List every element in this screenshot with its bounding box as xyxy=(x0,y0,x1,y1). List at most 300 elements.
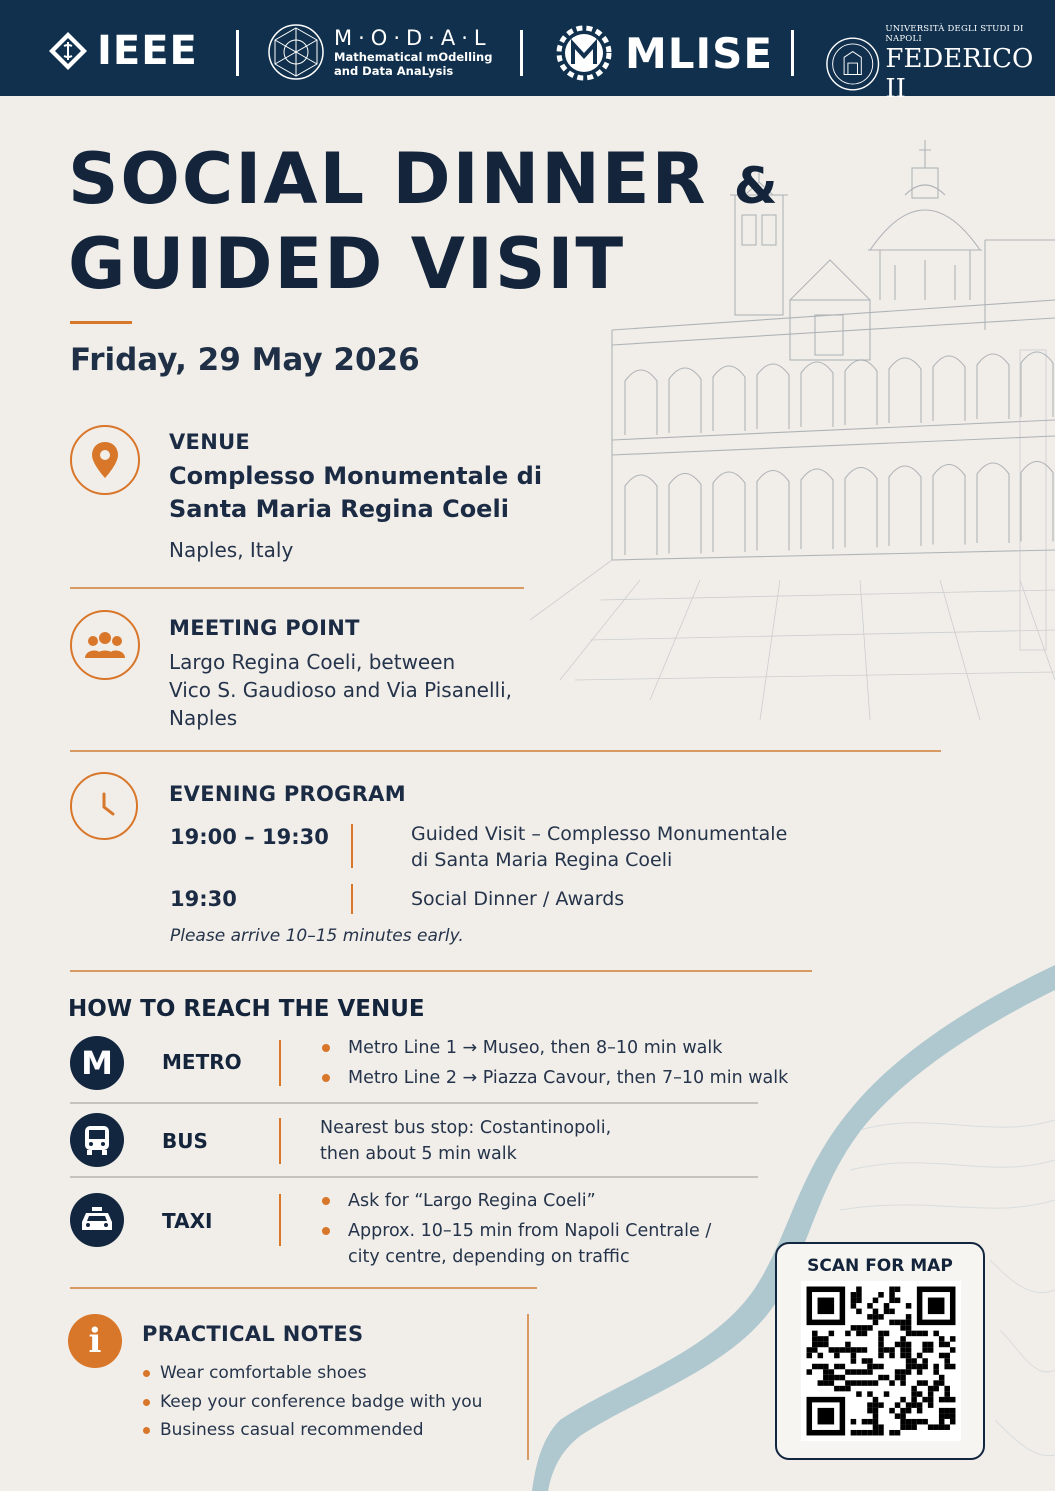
ieee-diamond-icon xyxy=(47,30,89,72)
qr-module xyxy=(928,1402,934,1408)
program-desc-1-line-2: di Santa Maria Regina Coeli xyxy=(411,849,673,871)
qr-code-image xyxy=(801,1281,961,1441)
program-divider xyxy=(351,884,353,914)
qr-module xyxy=(900,1419,906,1425)
qr-module xyxy=(867,1364,873,1370)
qr-module xyxy=(944,1424,950,1430)
qr-module xyxy=(834,1347,840,1353)
arch-sketch xyxy=(889,358,921,423)
qr-module xyxy=(878,1375,884,1381)
qr-module xyxy=(950,1364,956,1370)
arch-sketch xyxy=(713,472,745,552)
arrival-note: Please arrive 10–15 minutes early. xyxy=(170,926,464,946)
qr-module xyxy=(873,1413,879,1419)
arch-sketch xyxy=(625,370,657,435)
qr-module xyxy=(840,1364,846,1370)
qr-module xyxy=(807,1347,813,1353)
bullet-dot xyxy=(143,1399,150,1406)
program-desc-2: Social Dinner / Awards xyxy=(411,888,625,910)
qr-module xyxy=(856,1380,862,1386)
qr-module xyxy=(823,1336,829,1342)
note-item: Business casual recommended xyxy=(160,1420,424,1440)
qr-module xyxy=(906,1353,912,1359)
qr-module xyxy=(906,1347,912,1353)
bullet-dot xyxy=(322,1197,330,1205)
program-desc-1-line-1: Guided Visit – Complesso Monumentale xyxy=(411,823,788,845)
qr-module xyxy=(900,1424,906,1430)
mlise-logo[interactable] xyxy=(553,22,773,84)
modal-wordmark: M·O·D·A·L xyxy=(334,26,492,50)
arch-sketch xyxy=(757,364,789,429)
qr-module xyxy=(922,1397,928,1403)
qr-module xyxy=(807,1369,813,1375)
qr-module xyxy=(911,1419,917,1425)
qr-module xyxy=(889,1298,895,1304)
qr-module xyxy=(922,1331,928,1337)
federico-wordmark: FEDERICO II xyxy=(885,44,1034,104)
arch-sketch xyxy=(889,466,921,546)
taxi-glyph-icon xyxy=(80,1205,114,1235)
modal-subtitle-1: Mathematical mOdelling xyxy=(334,50,493,64)
modal-subtitle-2: and Data AnaLysis xyxy=(334,64,454,78)
qr-module xyxy=(818,1364,824,1370)
qr-module xyxy=(928,1386,934,1392)
qr-module xyxy=(834,1353,840,1359)
qr-module xyxy=(889,1320,895,1326)
qr-module xyxy=(878,1292,884,1298)
qr-module xyxy=(889,1309,895,1315)
qr-module xyxy=(856,1430,862,1436)
qr-module xyxy=(856,1391,862,1397)
divider xyxy=(70,970,812,972)
qr-module xyxy=(889,1353,895,1359)
qr-module xyxy=(873,1380,879,1386)
ieee-logo[interactable] xyxy=(47,28,198,74)
qr-module xyxy=(851,1380,857,1386)
qr-module xyxy=(878,1430,884,1436)
qr-module xyxy=(889,1430,895,1436)
venue-city: Naples, Italy xyxy=(169,538,294,562)
qr-module xyxy=(873,1309,879,1315)
arch-sketch xyxy=(845,360,877,425)
arch-sketch xyxy=(669,474,701,554)
qr-module xyxy=(851,1353,857,1359)
qr-module xyxy=(812,1342,818,1348)
federico-small-text: UNIVERSITÀ DEGLI STUDI DI NAPOLI xyxy=(885,24,1024,44)
qr-module xyxy=(895,1430,901,1436)
qr-module xyxy=(873,1419,879,1425)
qr-module xyxy=(895,1402,901,1408)
program-icon-badge xyxy=(70,772,138,840)
qr-module xyxy=(917,1331,923,1337)
metro-icon xyxy=(70,1036,124,1090)
qr-module xyxy=(851,1325,857,1331)
qr-module xyxy=(911,1402,917,1408)
qr-module xyxy=(856,1331,862,1337)
federico-logo[interactable] xyxy=(825,24,1055,104)
qr-module xyxy=(906,1364,912,1370)
qr-module xyxy=(906,1424,912,1430)
qr-module xyxy=(950,1397,956,1403)
qr-module xyxy=(867,1358,873,1364)
qr-module xyxy=(878,1347,884,1353)
qr-module xyxy=(812,1347,818,1353)
taxi-icon xyxy=(70,1193,124,1247)
group-icon xyxy=(85,630,125,660)
qr-module xyxy=(873,1364,879,1370)
note-item: Wear comfortable shoes xyxy=(160,1363,367,1383)
qr-module xyxy=(818,1380,824,1386)
qr-module xyxy=(873,1320,879,1326)
qr-module xyxy=(950,1336,956,1342)
qr-module xyxy=(818,1336,824,1342)
qr-module xyxy=(933,1386,939,1392)
qr-module xyxy=(845,1369,851,1375)
qr-module xyxy=(906,1314,912,1320)
arch-sketch xyxy=(713,366,745,431)
qr-module xyxy=(862,1331,868,1337)
meeting-icon-badge xyxy=(70,610,140,680)
qr-module xyxy=(900,1408,906,1414)
taxi-line-2b: city centre, depending on traffic xyxy=(348,1247,630,1267)
qr-module xyxy=(944,1364,950,1370)
qr-module xyxy=(939,1353,945,1359)
arch-sketch xyxy=(933,465,965,545)
qr-module xyxy=(840,1375,846,1381)
bullet-dot xyxy=(143,1370,150,1377)
event-date: Friday, 29 May 2026 xyxy=(70,342,420,378)
qr-module xyxy=(856,1347,862,1353)
arch-sketch xyxy=(845,468,877,548)
qr-module xyxy=(873,1314,879,1320)
arch-sketch xyxy=(669,368,701,433)
qr-module xyxy=(851,1430,857,1436)
qr-module xyxy=(851,1303,857,1309)
qr-module xyxy=(939,1397,945,1403)
qr-module xyxy=(906,1402,912,1408)
qr-module xyxy=(911,1331,917,1337)
qr-module xyxy=(928,1424,934,1430)
qr-module xyxy=(911,1386,917,1392)
qr-module xyxy=(895,1413,901,1419)
bus-text xyxy=(320,1115,611,1167)
qr-module xyxy=(900,1347,906,1353)
ieee-wordmark: IEEE xyxy=(97,28,198,74)
qr-module xyxy=(922,1419,928,1425)
arch-sketch xyxy=(801,469,833,549)
arch-sketch xyxy=(977,463,1009,543)
qr-module xyxy=(939,1408,945,1414)
venue-icon-badge xyxy=(70,425,140,495)
qr-module xyxy=(917,1364,923,1370)
taxi-line-2a: Approx. 10–15 min from Napoli Centrale / xyxy=(348,1221,712,1241)
title-ampersand: & xyxy=(733,157,780,215)
qr-module xyxy=(873,1430,879,1436)
mlise-gear-icon xyxy=(553,22,615,84)
qr-module xyxy=(933,1369,939,1375)
page-title xyxy=(68,140,780,303)
qr-module xyxy=(928,1391,934,1397)
qr-module xyxy=(834,1364,840,1370)
modal-logo[interactable] xyxy=(266,22,492,82)
qr-module xyxy=(917,1391,923,1397)
qr-module xyxy=(950,1347,956,1353)
qr-module xyxy=(933,1331,939,1337)
qr-module xyxy=(845,1380,851,1386)
qr-module xyxy=(939,1380,945,1386)
bus-line-2: then about 5 min walk xyxy=(320,1144,517,1164)
qr-module xyxy=(906,1342,912,1348)
bus-line-1: Nearest bus stop: Costantinopoli, xyxy=(320,1118,612,1138)
qr-module xyxy=(884,1347,890,1353)
qr-module xyxy=(944,1391,950,1397)
divider xyxy=(70,1102,758,1104)
qr-module xyxy=(818,1342,824,1348)
bullet-dot xyxy=(322,1044,330,1052)
qr-module xyxy=(933,1424,939,1430)
title-line-2: GUIDED VISIT xyxy=(68,223,626,305)
qr-module xyxy=(851,1292,857,1298)
qr-module xyxy=(922,1347,928,1353)
header-divider xyxy=(236,30,239,76)
qr-module xyxy=(851,1347,857,1353)
reach-heading: HOW TO REACH THE VENUE xyxy=(68,996,425,1022)
qr-module xyxy=(834,1375,840,1381)
qr-code[interactable] xyxy=(801,1281,961,1441)
university-seal-icon xyxy=(825,35,880,93)
qr-module xyxy=(944,1353,950,1359)
qr-module xyxy=(823,1364,829,1370)
qr-module xyxy=(851,1369,857,1375)
info-icon-letter: i xyxy=(88,1321,102,1361)
qr-module xyxy=(944,1413,950,1419)
arch-sketch xyxy=(625,475,657,555)
qr-module xyxy=(917,1402,923,1408)
meeting-point-address xyxy=(169,648,512,732)
qr-module xyxy=(922,1358,928,1364)
taxi-line-2 xyxy=(348,1218,711,1270)
arch-sketch xyxy=(977,354,1009,419)
qr-module xyxy=(950,1413,956,1419)
qr-module xyxy=(917,1369,923,1375)
qr-module xyxy=(862,1380,868,1386)
qr-module xyxy=(829,1375,835,1381)
qr-module xyxy=(845,1347,851,1353)
qr-module xyxy=(889,1287,895,1293)
qr-module xyxy=(867,1419,873,1425)
qr-module xyxy=(867,1314,873,1320)
qr-module xyxy=(862,1325,868,1331)
qr-module xyxy=(922,1364,928,1370)
qr-module xyxy=(922,1380,928,1386)
qr-module xyxy=(917,1408,923,1414)
qr-module xyxy=(878,1402,884,1408)
qr-module xyxy=(884,1391,890,1397)
program-time-2: 19:30 xyxy=(170,887,237,911)
qr-module xyxy=(884,1303,890,1309)
qr-module xyxy=(878,1342,884,1348)
venue-name xyxy=(169,460,542,526)
program-divider xyxy=(351,824,353,868)
qr-module xyxy=(900,1397,906,1403)
header-divider xyxy=(791,30,794,76)
qr-module xyxy=(900,1375,906,1381)
taxi-label: TAXI xyxy=(162,1209,213,1233)
meeting-line-3: Naples xyxy=(169,706,238,730)
taxi-divider xyxy=(279,1194,281,1246)
qr-module xyxy=(867,1325,873,1331)
qr-module xyxy=(906,1369,912,1375)
qr-module xyxy=(851,1298,857,1304)
qr-module xyxy=(895,1320,901,1326)
qr-module xyxy=(900,1353,906,1359)
metro-line-2: Metro Line 2 → Piazza Cavour, then 7–10 min walk xyxy=(348,1068,789,1088)
qr-module xyxy=(944,1342,950,1348)
qr-module xyxy=(939,1336,945,1342)
qr-module xyxy=(867,1380,873,1386)
mlise-wordmark: MLISE xyxy=(625,28,774,78)
qr-module xyxy=(922,1342,928,1348)
practical-notes-label: PRACTICAL NOTES xyxy=(142,1322,364,1346)
qr-module xyxy=(928,1347,934,1353)
qr-module xyxy=(873,1424,879,1430)
qr-module xyxy=(900,1413,906,1419)
info-icon xyxy=(68,1314,122,1368)
qr-module xyxy=(812,1331,818,1337)
qr-module xyxy=(933,1380,939,1386)
qr-module xyxy=(906,1325,912,1331)
qr-module xyxy=(900,1342,906,1348)
qr-module xyxy=(889,1347,895,1353)
qr-module xyxy=(867,1430,873,1436)
qr-module xyxy=(900,1336,906,1342)
qr-module xyxy=(845,1331,851,1337)
qr-module xyxy=(840,1386,846,1392)
qr-module xyxy=(900,1325,906,1331)
qr-module xyxy=(873,1402,879,1408)
taxi-line-1: Ask for “Largo Regina Coeli” xyxy=(348,1191,596,1211)
qr-module xyxy=(950,1419,956,1425)
bus-glyph-icon xyxy=(82,1124,112,1156)
meeting-point-label: MEETING POINT xyxy=(169,616,360,640)
qr-module xyxy=(895,1375,901,1381)
qr-module xyxy=(856,1298,862,1304)
qr-label: SCAN FOR MAP xyxy=(807,1256,953,1276)
qr-module xyxy=(823,1380,829,1386)
qr-module xyxy=(845,1342,851,1348)
qr-module xyxy=(889,1380,895,1386)
qr-module xyxy=(884,1375,890,1381)
program-time-1: 19:00 – 19:30 xyxy=(170,825,329,849)
qr-module xyxy=(878,1424,884,1430)
meeting-line-2: Vico S. Gaudioso and Via Pisanelli, xyxy=(169,678,512,702)
qr-module xyxy=(889,1292,895,1298)
bus-label: BUS xyxy=(162,1129,208,1153)
qr-module xyxy=(862,1430,868,1436)
venue-name-line-2: Santa Maria Regina Coeli xyxy=(169,495,509,523)
qr-module xyxy=(862,1347,868,1353)
qr-module xyxy=(900,1380,906,1386)
qr-module xyxy=(867,1402,873,1408)
qr-module xyxy=(845,1386,851,1392)
title-line-1: SOCIAL DINNER xyxy=(68,138,708,220)
qr-module xyxy=(878,1314,884,1320)
metro-line-1: Metro Line 1 → Museo, then 8–10 min walk xyxy=(348,1038,723,1058)
qr-module xyxy=(895,1342,901,1348)
meeting-line-1: Largo Regina Coeli, between xyxy=(169,650,456,674)
program-label: EVENING PROGRAM xyxy=(169,782,406,806)
qr-module xyxy=(928,1397,934,1403)
title-accent-rule xyxy=(70,321,132,324)
qr-module xyxy=(911,1358,917,1364)
qr-module xyxy=(895,1287,901,1293)
qr-module xyxy=(911,1424,917,1430)
arch-sketch xyxy=(1021,352,1053,417)
qr-module xyxy=(851,1358,857,1364)
bus-divider xyxy=(279,1118,281,1164)
qr-module xyxy=(939,1424,945,1430)
qr-module xyxy=(906,1419,912,1425)
bullet-dot xyxy=(143,1427,150,1434)
qr-module xyxy=(906,1408,912,1414)
bullet-dot xyxy=(322,1227,330,1235)
qr-module xyxy=(873,1397,879,1403)
qr-module xyxy=(906,1303,912,1309)
qr-module xyxy=(829,1347,835,1353)
qr-module xyxy=(851,1419,857,1425)
qr-card[interactable] xyxy=(775,1242,985,1460)
divider xyxy=(70,1176,758,1178)
divider xyxy=(70,750,941,752)
qr-module xyxy=(884,1331,890,1337)
header-bar xyxy=(0,0,1055,104)
qr-module xyxy=(944,1386,950,1392)
qr-module xyxy=(939,1413,945,1419)
modal-network-icon xyxy=(266,22,326,82)
header-divider xyxy=(520,30,523,76)
qr-module xyxy=(911,1364,917,1370)
qr-module xyxy=(840,1347,846,1353)
metro-label: METRO xyxy=(162,1050,242,1074)
qr-module xyxy=(812,1336,818,1342)
venue-name-line-1: Complesso Monumentale di xyxy=(169,462,543,490)
qr-module xyxy=(944,1358,950,1364)
qr-module xyxy=(862,1419,868,1425)
qr-module xyxy=(884,1309,890,1315)
qr-module xyxy=(867,1303,873,1309)
qr-module xyxy=(878,1331,884,1337)
qr-module xyxy=(867,1391,873,1397)
qr-module xyxy=(939,1342,945,1348)
qr-module xyxy=(911,1391,917,1397)
qr-module xyxy=(856,1325,862,1331)
qr-module xyxy=(906,1358,912,1364)
qr-module xyxy=(878,1364,884,1370)
qr-module xyxy=(856,1309,862,1315)
qr-module xyxy=(867,1408,873,1414)
qr-module xyxy=(823,1375,829,1381)
qr-module xyxy=(856,1369,862,1375)
note-item: Keep your conference badge with you xyxy=(160,1392,483,1412)
qr-module xyxy=(933,1364,939,1370)
qr-module xyxy=(895,1369,901,1375)
arch-sketch xyxy=(1021,462,1053,542)
qr-module xyxy=(906,1331,912,1337)
qr-module xyxy=(856,1287,862,1293)
qr-module xyxy=(944,1397,950,1403)
notes-divider xyxy=(527,1314,529,1460)
qr-module xyxy=(856,1292,862,1298)
